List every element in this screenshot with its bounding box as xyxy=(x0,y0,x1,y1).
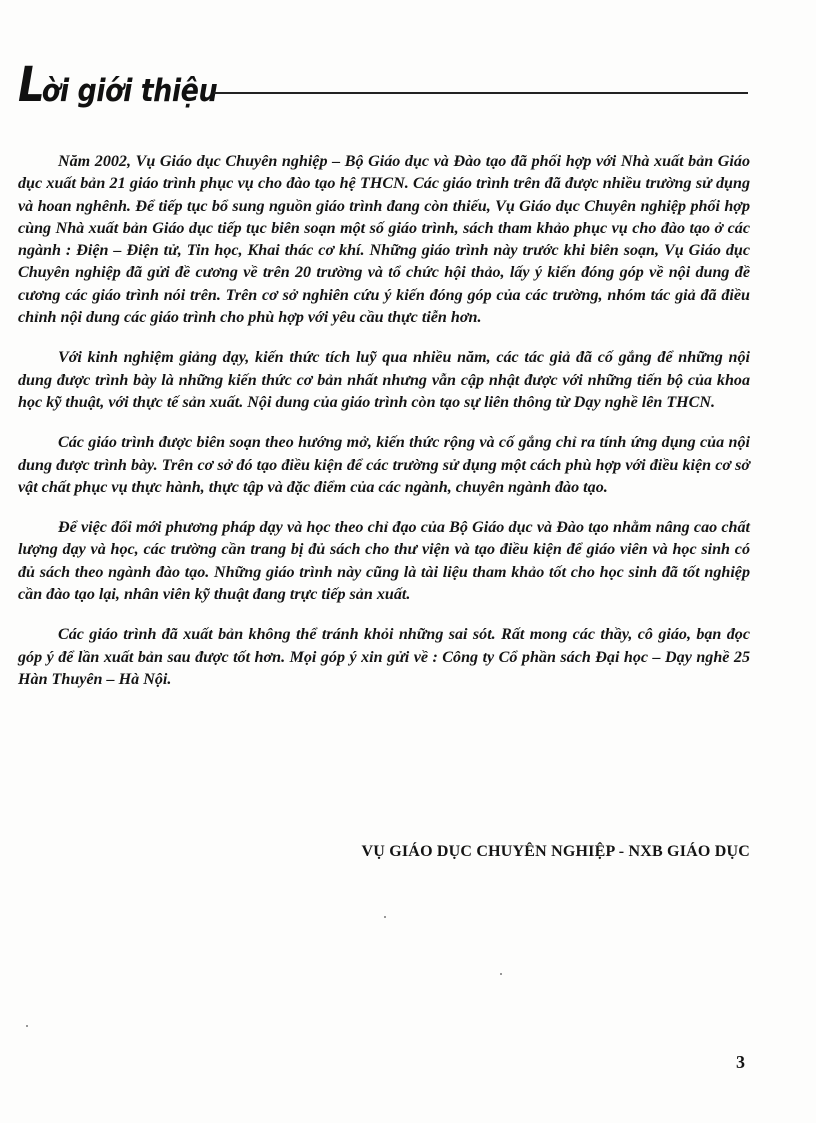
scan-speck xyxy=(26,1025,28,1027)
paragraph-3: Các giáo trình được biên soạn theo hướng mở, kiến thức rộng và cố gắng chỉ ra tính ứng dụng của nội dung được trình bày. Trên cơ sở đó tạo điều kiện để các trường sử dụng một cách phù hợp với điều kiện cơ sở vật chất phục vụ thực hành, thực tập và đặc điểm của các ngành, chuyên ngành đào tạo. xyxy=(18,434,750,496)
paragraph-1: Năm 2002, Vụ Giáo dục Chuyên nghiệp – Bộ Giáo dục và Đào tạo đã phối hợp với Nhà xuất bản Giáo dục xuất bản 21 giáo trình phục vụ cho đào tạo hệ THCN. Các giáo trình trên đã được nhiều trường sử dụng và hoan nghênh. Để tiếp tục bổ sung nguồn giáo trình đang còn thiếu, Vụ Giáo dục Chuyên nghiệp phối hợp cùng Nhà xuất bản Giáo dục tiếp tục biên soạn một số giáo trình, sách tham khảo phục vụ cho đào tạo ở các ngành : Điện – Điện tử, Tin học, Khai thác cơ khí. Những giáo trình này trước khi biên soạn, Vụ Giáo dục Chuyên nghiệp đã gửi đề cương về trên 20 trường và tổ chức hội thảo, lấy ý kiến đóng góp về nội dung đề cương các giáo trình nói trên. Trên cơ sở nghiên cứu ý kiến đóng góp của các trường, nhóm tác giả đã điều chỉnh nội dung các giáo trình cho phù hợp với yêu cầu thực tiễn hơn. xyxy=(18,153,750,327)
paragraph-2: Với kinh nghiệm giảng dạy, kiến thức tích luỹ qua nhiều năm, các tác giả đã cố gắng để những nội dung được trình bày là những kiến thức cơ bản nhất nhưng vẫn cập nhật được với những tiến bộ của khoa học kỹ thuật, với thực tế sản xuất. Nội dung của giáo trình còn tạo sự liên thông từ Dạy nghề lên THCN. xyxy=(18,349,750,411)
page-number: 3 xyxy=(736,1052,745,1072)
heading-title xyxy=(18,56,217,112)
scan-speck xyxy=(384,916,386,918)
section-heading xyxy=(18,56,748,113)
body-text xyxy=(18,151,750,709)
heading-rule xyxy=(214,92,748,94)
scan-speck xyxy=(500,973,502,975)
paragraph-4: Để việc đổi mới phương pháp dạy và học theo chỉ đạo của Bộ Giáo dục và Đào tạo nhằm nâng cao chất lượng dạy và học, các trường cần trang bị đủ sách cho thư viện và tạo điều kiện để giáo viên và học sinh có đủ sách theo ngành đào tạo. Những giáo trình này cũng là tài liệu tham khảo tốt cho học sinh đã tốt nghiệp cần đào tạo lại, nhân viên kỹ thuật đang trực tiếp sản xuất. xyxy=(18,519,750,604)
signature: VỤ GIÁO DỤC CHUYÊN NGHIỆP - NXB GIÁO DỤC xyxy=(361,843,750,860)
paragraph-5: Các giáo trình đã xuất bản không thể tránh khỏi những sai sót. Rất mong các thầy, cô giáo, bạn đọc góp ý để lần xuất bản sau được tốt hơn. Mọi góp ý xin gửi về : Công ty Cổ phần sách Đại học – Dạy nghề 25 Hàn Thuyên – Hà Nội. xyxy=(18,626,750,688)
heading-drop-letter: L xyxy=(18,56,42,113)
heading-title-text: ời giới thiệu xyxy=(41,73,218,109)
